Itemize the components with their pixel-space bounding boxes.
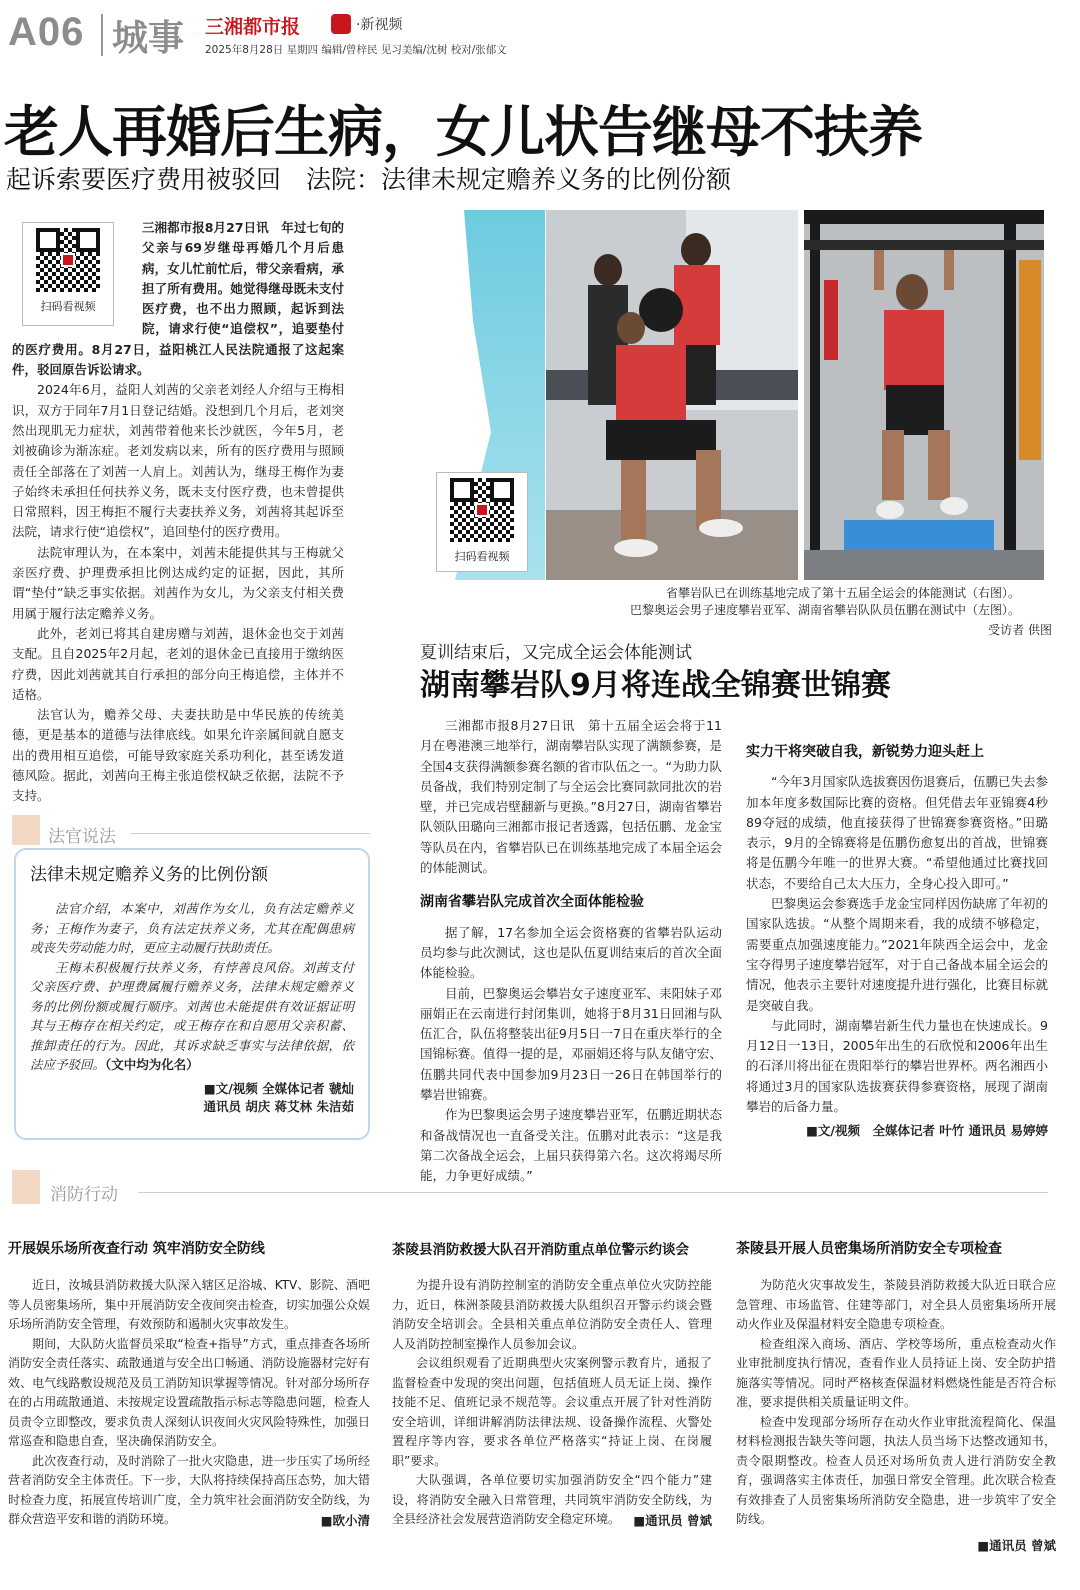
fire1-title: 开展娱乐场所夜查行动 筑牢消防安全防线: [8, 1241, 265, 1257]
article2-p6: 巴黎奥运会参赛选手龙金宝同样因伤缺席了年初的国家队选拔。“从整个周期来看，我的成绩不够稳定，需要重点加强速度能力。”2021年陕西全运会中，龙金宝夺得男子速度攀岩冠军，对于自己备战本届全运会的情况，他表示主要针对速度提升进行强化，比赛目标就是突破自我。: [746, 896, 1048, 1013]
fire2-title: 茶陵县消防救援大队召开消防重点单位警示约谈会: [392, 1242, 689, 1258]
main-headline: 老人再婚后生病，女儿状告继母不扶养: [4, 100, 923, 164]
judge-tag: 法官说法: [48, 827, 116, 847]
judge-tag-bar: [12, 815, 40, 845]
article1-p3: 法院审理认为，在本案中，刘茜未能提供其与王梅就父亲医疗费、护理费承担比例达成约定的证据，因此，其所谓“垫付”缺乏事实依据。刘茜作为女儿，为父亲支付相关费用属于履行法定赡养义务。: [12, 544, 344, 621]
fire3-p3: 检查中发现部分场所存在动火作业审批流程简化、保温材料检测报告缺失等问题，执法人员当场下达整改通知书，责令限期整改。检查人员还对场所负责人进行消防安全教育，强调落实主体责任，加强日常安全管理。此次联合检查有效排查了人员密集场所消防安全隐患，进一步筑牢了安全防线。: [736, 1414, 1056, 1526]
article1-lead: 三湘都市报8月27日讯 年过七旬的父亲与69岁继母再婚几个月后患病，女儿忙前忙后，带父亲看病，承担了所有费用。她觉得继母既未支付医疗费，也不出力照顾，起诉到法院，请求行使“追偿权”，追要垫付的医疗费用。8月27日，益阳桃江人民法院通报了这起案件，驳回原告诉讼请求。: [12, 220, 344, 378]
caption-line-2: 巴黎奥运会男子速度攀岩亚军、湖南省攀岩队队员伍鹏在测试中（左图）。: [629, 603, 1020, 617]
article2-p1-text: 三湘都市报8月27日讯 第十五届全运会将于11月在粤港澳三地举行，湖南攀岩队实现了满额参赛，是全国4支获得满额参赛名额的省市队伍之一。“为助力队员备战，我们特别定制了与全运会比赛同款同批次的岩壁，并已完成岩壁翻新与更换。”8月27日，湖南省攀岩队领队田璐向三湘都市报记者透露，包括伍鹏、龙金宝等队员在内，省攀岩队已在训练基地完成了本届全运会的体能测试。: [420, 718, 722, 876]
fire1-p3: 此次夜查行动，及时消除了一批火灾隐患，进一步压实了场所经营者消防安全主体责任。下一步，大队将持续保持高压态势，加大错时检查力度，拓展宣传培训广度，全力筑牢社会面消防安全防线，为群众营造平安和谐的消防环境。: [8, 1453, 370, 1526]
article2-byline: ■文/视频 全媒体记者 叶竹 通讯员 易婷婷: [806, 1123, 1048, 1139]
article2-p4: 作为巴黎奥运会男子速度攀岩亚军，伍鹏近期状态和备战情况也一直备受关注。伍鹏对此表示：“这是我第二次备战全运会，上届只获得第六名。这次将竭尽所能，力争更好成绩。”: [420, 1107, 722, 1184]
header-divider: [101, 14, 103, 56]
fire1-body: [8, 1276, 370, 1530]
fire-tag: 消防行动: [50, 1185, 118, 1205]
judge-box-p1: 法官介绍，本案中，刘茜作为女儿，负有法定赡养义务；王梅作为妻子，负有法定扶养义务，尤其在配偶患病或丧失劳动能力时，更应主动履行扶助责任。: [30, 901, 354, 955]
fire3-title: 茶陵县开展人员密集场所消防安全专项检查: [736, 1241, 1002, 1257]
section-name: 城事: [112, 18, 185, 59]
article2-p1: [420, 716, 722, 878]
article2-sub2: 实力干将突破自我，新锐势力迎头赶上: [746, 744, 984, 760]
main-subheadline: 起诉索要医疗费用被驳回 法院：法律未规定赡养义务的比例份额: [6, 165, 732, 194]
article2-sub1: 湖南省攀岩队完成首次全面体能检验: [420, 894, 644, 911]
judge-byline-2: 通讯员 胡庆 蒋艾林 朱洁茹: [203, 1098, 354, 1114]
judge-box-p2: [30, 958, 354, 1075]
fire2-p2: 会议组织观看了近期典型火灾案例警示教育片，通报了监督检查中发现的突出问题，包括值班人员无证上岗、操作技能不足、值班记录不规范等。会议重点开展了针对性消防安全培训，详细讲解消防法律法规、设备操作流程、火警处置程序等内容，要求各单位严格落实“持证上岗、在岗履职”要求。: [392, 1356, 712, 1468]
fire2-p1: 为提升设有消防控制室的消防安全重点单位火灾防控能力，近日，株洲茶陵县消防救援大队组织召开警示约谈会暨消防安全培训会。全县相关重点单位消防安全责任人、管理人及消防控制室操作人员参加会议。: [392, 1278, 712, 1351]
fire-article-1: [8, 1238, 370, 1529]
qr-code-icon: [450, 478, 514, 542]
judge-box-p2-text: 王梅未积极履行扶养义务，有悖善良风俗。刘茜支付父亲医疗费、护理费属履行赡养义务，法律未规定赡养义务的比例份额或履行顺序。刘茜也未能提供有效证据证明其与王梅存在相关约定，或王梅存在和自愿用父亲积蓄、推卸责任的行为。因此，其诉求缺乏事实与法律依据，依法应予驳回。: [30, 959, 354, 1072]
judge-tag-rule: [130, 833, 370, 834]
fire3-byline: ■通讯员 曾斌: [977, 1537, 1056, 1553]
judge-byline-1: ■文/视频 全媒体记者 虢灿: [203, 1080, 354, 1096]
article2-p3: 目前，巴黎奥运会攀岩女子速度亚军、耒阳妹子邓丽娟正在云南进行封闭集训，她将于8月31日回湘与队伍汇合，队伍将整装出征9月5日一7日在重庆举行的全国锦标赛。值得一提的是，邓丽娟还将与队友储守宏、伍鹏共同代表中国参加9月23日一26日在韩国举行的攀岩世锦赛。: [420, 985, 722, 1103]
judge-box-body: [30, 899, 354, 1075]
qr-float-spacer: [12, 218, 142, 328]
article2-col1: [420, 716, 722, 1184]
article1-body: [12, 218, 344, 807]
caption-line-1: 省攀岩队已在训练基地完成了第十五届全运会的体能测试（右图）。: [665, 586, 1020, 600]
photo-right-image: [804, 210, 1044, 580]
photo-credit: 受访者 供图: [988, 623, 1052, 637]
brand-logo-icon: [331, 14, 351, 34]
fire3-body: [736, 1276, 1056, 1530]
judge-box-title: 法律未规定赡养义务的比例份额: [30, 865, 268, 885]
fire1-p1: 近日，汝城县消防救援大队深入辖区足浴城、KTV、影院、酒吧等人员密集场所，集中开展消防安全夜间突击检查，切实加强公众娱乐场所消防安全管理，有效预防和遏制火灾事故发生。: [8, 1278, 370, 1331]
judge-box: [14, 848, 370, 1140]
page-number: A06: [8, 10, 85, 54]
video-brand: ·新视频: [356, 17, 403, 33]
article2-col2: [746, 716, 1048, 1142]
fire-tag-rule: [138, 1192, 1048, 1193]
fire-article-3: [736, 1238, 1056, 1554]
qr-code-video-2[interactable]: [436, 472, 528, 572]
fire-article-2: [392, 1238, 712, 1529]
photo-left: [546, 210, 798, 580]
judge-box-note: （文中均为化名）: [105, 1057, 199, 1072]
article1-p5: 法官认为，赡养父母、夫妻扶助是中华民族的传统美德，更是基本的道德与法律底线。如果允许亲属间就自愿支出的费用相互追偿，可能导致家庭关系功利化，甚至诱发道德风险。据此，刘茜向王梅主张追偿权缺乏依据，法院不予支持。: [12, 707, 344, 804]
issue-info: 2025年8月28日 星期四 编辑/曾梓民 见习美编/沈树 校对/张郁文: [205, 44, 507, 56]
article2-p5: “今年3月国家队选拔赛因伤退赛后，伍鹏已失去参加本年度多数国际比赛的资格。但凭借去年亚锦赛4秒89夺冠的成绩，他直接获得了世锦赛参赛资格。”田璐表示，9月的全锦赛将是伍鹏伤愈复出的首战，世锦赛将是伍鹏今年唯一的世界大赛。“希望他通过比赛找回状态，不要给自己太大压力，全身心投入即可。”: [746, 774, 1048, 891]
article1-p2: 2024年6月，益阳人刘茜的父亲老刘经人介绍与王梅相识，双方于同年7月1日登记结婚。没想到几个月后，老刘突然出现肌无力症状，刘茜带着他来长沙就医，今年5月，老刘被确诊为渐冻症。老刘发病以来，所有的医疗费用与照顾责任全部落在了刘茜一人肩上。刘茜认为，继母王梅作为妻子始终未承担任何扶养义务，既未支付医疗费，也未曾提供日常照料，因王梅拒不履行夫妻扶养义务，刘茜将其起诉至法院，请求行使“追偿权”，追回垫付的医疗费用。: [12, 382, 344, 540]
photo-right: [804, 210, 1044, 580]
article2-p2: 据了解，17名参加全运会资格赛的省攀岩队运动员均参与此次测试，这也是队伍夏训结束后的首次全面体能检验。: [420, 924, 722, 981]
fire2-byline: ■通讯员 曾斌: [633, 1512, 712, 1528]
fire2-p3: 大队强调，各单位要切实加强消防安全“四个能力”建设，将消防安全融入日常管理，共同筑牢消防安全防线，为全县经济社会发展营造消防安全稳定环境。: [392, 1473, 712, 1526]
fire-tag-bar: [12, 1170, 40, 1204]
article1-p4: 此外，老刘已将其自建房赠与刘茜，退休金也交于刘茜支配。且自2025年2月起，老刘的退休金已直接用于缴纳医疗费，因此刘茜就其自行承担的部分向王梅追偿，主体并不适格。: [12, 625, 344, 702]
fire3-p1: 为防范火灾事故发生，茶陵县消防救援大队近日联合应急管理、市场监管、住建等部门，对全县人员密集场所开展动火作业及保温材料安全隐患专项检查。: [736, 1278, 1056, 1331]
article2-kicker: 夏训结束后，又完成全运会体能测试: [420, 643, 692, 663]
qr-label: 扫码看视频: [454, 550, 510, 563]
photo-caption: [470, 585, 1020, 619]
article2-p7: 与此同时，湖南攀岩新生代力量也在快速成长。9月12日一13日，2005年出生的石欣悦和2006年出生的石泽川将出征在贵阳举行的攀岩世界杯。两名湘西小将通过3月的国家队选拔赛获得参赛资格，展现了湖南攀岩的后备力量。: [746, 1017, 1048, 1115]
fire2-body: [392, 1276, 712, 1530]
fire1-p2: 期间，大队防火监督员采取“检查+指导”方式，重点排查各场所消防安全责任落实、疏散通道与安全出口畅通、消防设施器材完好有效、电气线路敷设规范及员工消防知识掌握等情况。针对部分场所存在的占用疏散通道、未按规定设置疏散指示标志等隐患问题，检查人员责令立即整改，要求负责人深刻认识夜间火灾风险特殊性，加强日常巡查和隐患自查，坚决确保消防安全。: [8, 1336, 370, 1448]
fire1-byline: ■欧小清: [320, 1512, 370, 1528]
qr-label: 扫码看视频: [40, 300, 96, 313]
article2-headline: 湖南攀岩队9月将连战全锦赛世锦赛: [420, 668, 891, 703]
photo-left-image: [546, 210, 798, 580]
newspaper-brand: 三湘都市报: [205, 16, 301, 38]
fire3-p2: 检查组深入商场、酒店、学校等场所，重点检查动火作业审批制度执行情况，查看作业人员持证上岗、安全防护措施落实等情况。同时严格核查保温材料燃烧性能是否符合标准，要求提供相关质量证明文件。: [736, 1336, 1056, 1409]
article1-p1: [12, 218, 344, 380]
